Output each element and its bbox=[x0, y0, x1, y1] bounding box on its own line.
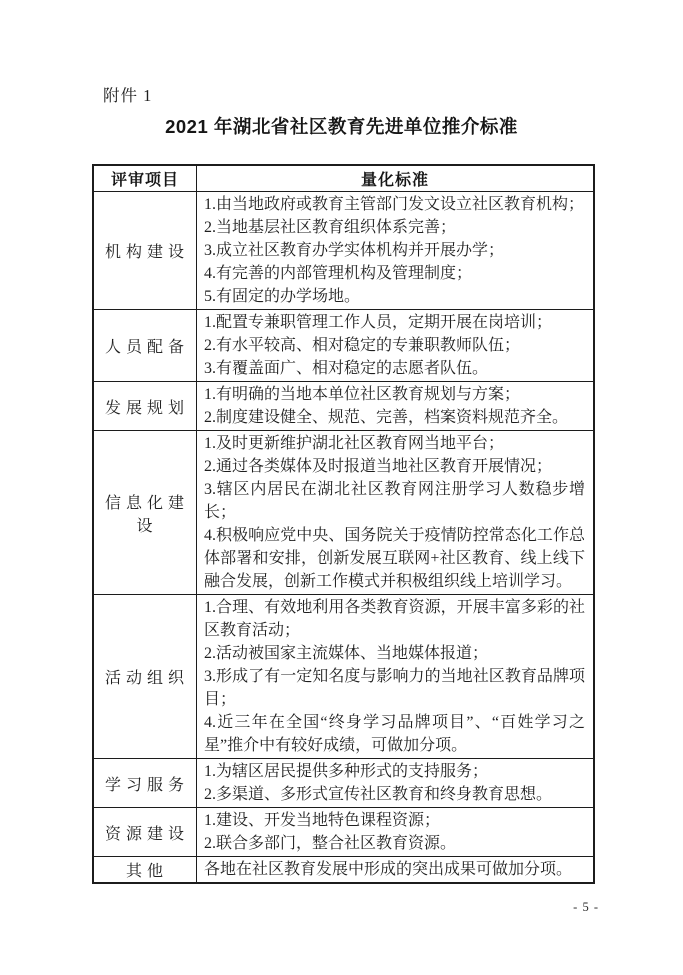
document-title: 2021 年湖北省社区教育先进单位推介标准 bbox=[165, 116, 518, 137]
table-row bbox=[93, 431, 594, 595]
column-header-quantitative-standard: 量化标准 bbox=[197, 165, 595, 192]
table-row bbox=[93, 808, 594, 857]
standard-item: 4.近三年在全国“终身学习品牌项目”、“百姓学习之星”推介中有较好成绩，可做加分项。 bbox=[204, 714, 585, 754]
column-header-review-item: 评审项目 bbox=[93, 165, 197, 192]
standard-item: 1.建设、开发当地特色课程资源； bbox=[204, 812, 441, 829]
standard-item: 2.多渠道、多形式宣传社区教育和终身教育思想。 bbox=[204, 786, 553, 803]
standard-item: 各地在社区教育发展中形成的突出成果可做加分项。 bbox=[204, 861, 573, 878]
table-row bbox=[93, 192, 594, 310]
table-header-row bbox=[93, 165, 594, 192]
table-row bbox=[93, 857, 594, 884]
standard-item: 3.形成了有一定知名度与影响力的当地社区教育品牌项目； bbox=[204, 668, 585, 708]
standard-item: 3.辖区内居民在湖北社区教育网注册学习人数稳步增长； bbox=[204, 481, 585, 521]
table-body bbox=[93, 192, 594, 884]
category-cell: 资源建设 bbox=[93, 808, 197, 857]
standard-item: 2.通过各类媒体及时报道当地社区教育开展情况； bbox=[204, 458, 553, 475]
category-cell: 其他 bbox=[93, 857, 197, 884]
standards-cell bbox=[197, 595, 595, 759]
standards-cell bbox=[197, 857, 595, 884]
table-row bbox=[93, 759, 594, 808]
table-row bbox=[93, 310, 594, 382]
standard-item: 2.有水平较高、相对稳定的专兼职教师队伍； bbox=[204, 337, 521, 354]
table-row bbox=[93, 595, 594, 759]
standard-item: 5.有固定的办学场地。 bbox=[204, 288, 361, 305]
standard-item: 2.联合多部门，整合社区教育资源。 bbox=[204, 835, 457, 852]
standards-cell bbox=[197, 759, 595, 808]
standard-item: 1.配置专兼职管理工作人员，定期开展在岗培训； bbox=[204, 314, 553, 331]
standard-item: 3.有覆盖面广、相对稳定的志愿者队伍。 bbox=[204, 360, 489, 377]
standard-item: 1.有明确的当地本单位社区教育规划与方案； bbox=[204, 386, 521, 403]
standard-item: 3.成立社区教育办学实体机构并开展办学； bbox=[204, 242, 505, 259]
standard-item: 1.为辖区居民提供多种形式的支持服务； bbox=[204, 763, 489, 780]
category-cell: 发展规划 bbox=[93, 382, 197, 431]
standard-item: 2.活动被国家主流媒体、当地媒体报道； bbox=[204, 645, 489, 662]
standards-cell bbox=[197, 382, 595, 431]
standards-cell bbox=[197, 808, 595, 857]
standard-item: 2.制度建设健全、规范、完善，档案资料规范齐全。 bbox=[204, 409, 569, 426]
attachment-label: 附件 1 bbox=[103, 86, 153, 105]
category-cell: 人员配备 bbox=[93, 310, 197, 382]
standards-cell bbox=[197, 310, 595, 382]
table-row bbox=[93, 382, 594, 431]
standards-table bbox=[92, 164, 595, 884]
standards-cell bbox=[197, 192, 595, 310]
standard-item: 1.合理、有效地利用各类教育资源，开展丰富多彩的社区教育活动； bbox=[204, 599, 585, 639]
standards-cell bbox=[197, 431, 595, 595]
category-cell: 活动组织 bbox=[93, 595, 197, 759]
standard-item: 4.积极响应党中央、国务院关于疫情防控常态化工作总体部署和安排，创新发展互联网+社区教育、线上线下融合发展，创新工作模式并积极组织线上培训学习。 bbox=[204, 527, 585, 590]
standard-item: 1.及时更新维护湖北社区教育网当地平台； bbox=[204, 435, 505, 452]
standard-item: 4.有完善的内部管理机构及管理制度； bbox=[204, 265, 473, 282]
page-number: - 5 - bbox=[573, 900, 599, 914]
category-cell: 学习服务 bbox=[93, 759, 197, 808]
table-header bbox=[93, 165, 594, 192]
standard-item: 2.当地基层社区教育组织体系完善； bbox=[204, 219, 457, 236]
standard-item: 1.由当地政府或教育主管部门发文设立社区教育机构； bbox=[204, 196, 585, 213]
category-cell: 信息化建设 bbox=[93, 431, 197, 595]
category-cell: 机构建设 bbox=[93, 192, 197, 310]
